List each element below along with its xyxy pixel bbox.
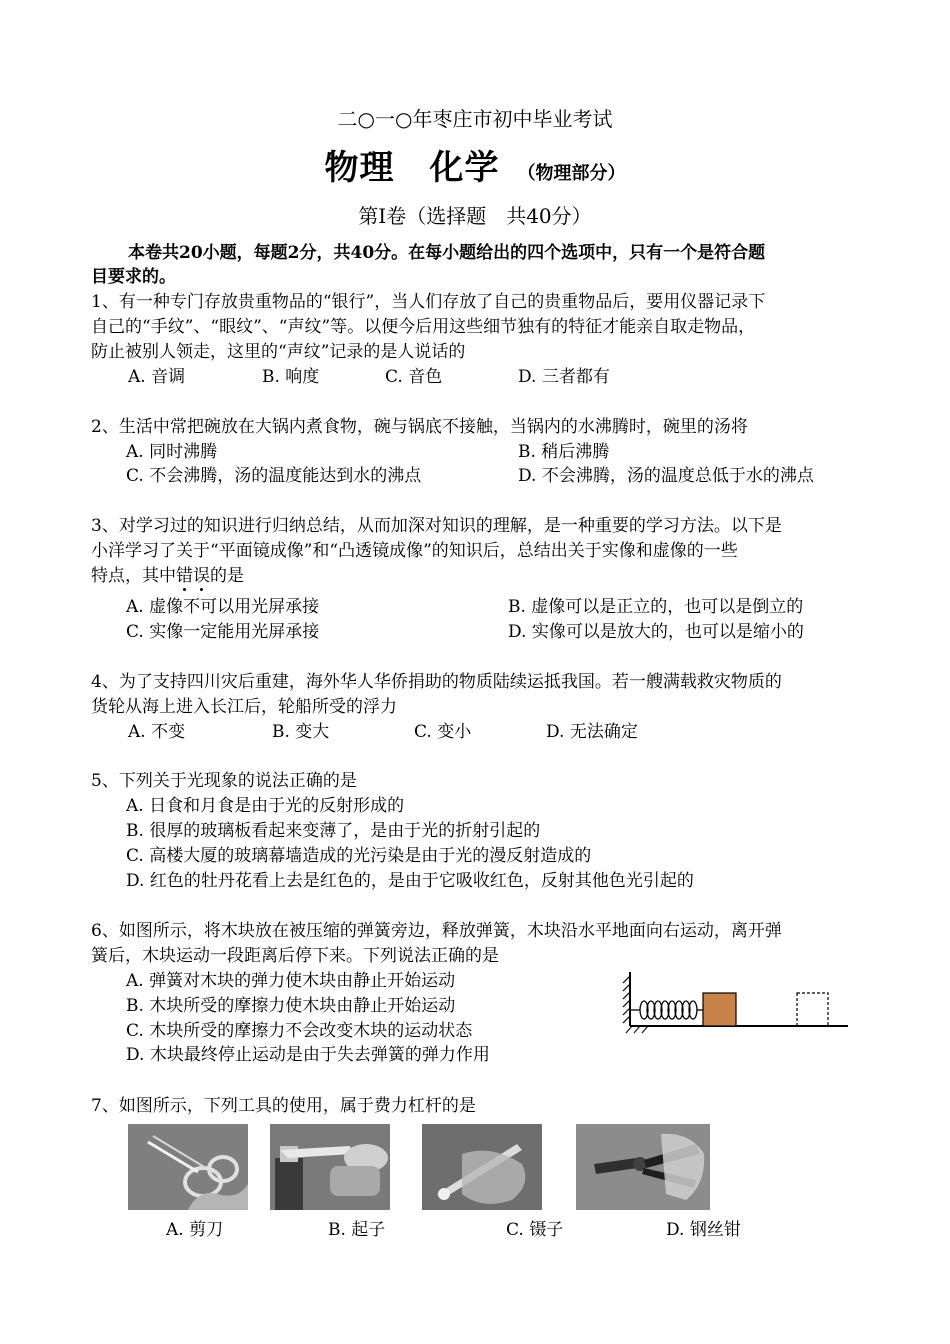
- question-6-option-a: A. 弹簧对木块的弹力使木块由静止开始运动: [126, 971, 456, 991]
- emphasis-mark-2: 误: [193, 566, 210, 586]
- scissors-photo: [128, 1124, 248, 1210]
- question-3-line-3-suffix: 的是: [210, 566, 244, 586]
- question-5-option-d: D. 红色的牡丹花看上去是红色的，是由于它吸收红色，反射其他色光引起的: [126, 871, 694, 891]
- instructions-line-1: 本卷共20小题，每题2分，共40分。在每小题给出的四个选项中，只有一个是符合题: [128, 243, 766, 263]
- bottle-opener-photo: [270, 1124, 390, 1210]
- wooden-block: [703, 993, 736, 1026]
- question-5-option-a: A. 日食和月食是由于光的反射形成的: [126, 796, 405, 816]
- question-4-line-1: 4、为了支持四川灾后重建，海外华人华侨捐助的物质陆续运抵我国。若一艘满载救灾物质的: [91, 672, 782, 692]
- question-3-line-2: 小洋学习了关于“平面镜成像”和“凸透镜成像”的知识后，总结出关于实像和虚像的一些: [91, 541, 738, 561]
- question-3-option-a: A. 虚像不可以用光屏承接: [126, 597, 320, 617]
- spring: [630, 1001, 703, 1019]
- question-7-option-d: D. 钢丝钳: [666, 1220, 741, 1240]
- question-2-option-b: B. 稍后沸腾: [518, 442, 610, 462]
- pliers-photo: [576, 1124, 710, 1210]
- question-5-option-c: C. 高楼大厦的玻璃幕墙造成的光污染是由于光的漫反射造成的: [126, 846, 592, 866]
- wall-hatching: [623, 976, 630, 1023]
- question-6-line-1: 6、如图所示，将木块放在被压缩的弹簧旁边，释放弹簧，木块沿水平地面向右运动，离开弹: [91, 921, 782, 941]
- question-7-option-c: C. 镊子: [506, 1220, 564, 1240]
- question-3-line-1: 3、对学习过的知识进行归纳总结，从而加深对知识的理解，是一种重要的学习方法。以下是: [91, 516, 782, 536]
- question-7-option-b: B. 起子: [328, 1220, 386, 1240]
- question-1-line-3: 防止被别人领走，这里的“声纹”记录的是人说话的: [91, 342, 466, 362]
- question-7-line-1: 7、如图所示，下列工具的使用，属于费力杠杆的是: [91, 1096, 476, 1116]
- question-7-option-a: A. 剪刀: [166, 1220, 224, 1240]
- question-2-line-1: 2、生活中常把碗放在大锅内煮食物，碗与锅底不接触，当锅内的水沸腾时，碗里的汤将: [91, 417, 748, 437]
- subject-note: （物理部分）: [517, 163, 626, 184]
- question-4-option-a: A. 不变: [128, 722, 186, 742]
- ground-hatching: [626, 1026, 648, 1033]
- question-3-line-3-prefix: 特点，其中: [91, 566, 176, 586]
- question-6-line-2: 簧后，木块运动一段距离后停下来。下列说法正确的是: [91, 946, 499, 966]
- question-3-option-b: B. 虚像可以是正立的，也可以是倒立的: [508, 597, 804, 617]
- question-5-option-b: B. 很厚的玻璃板看起来变薄了，是由于光的折射引起的: [126, 821, 541, 841]
- exam-title: 二○一○年枣庄市初中毕业考试: [337, 107, 613, 131]
- question-3-line-3: [91, 564, 244, 588]
- question-3-option-c: C. 实像一定能用光屏承接: [126, 622, 320, 642]
- question-6-option-b: B. 木块所受的摩擦力使木块由静止开始运动: [126, 996, 456, 1016]
- question-4-option-c: C. 变小: [414, 722, 472, 742]
- question-2-option-d: D. 不会沸腾，汤的温度总低于水的沸点: [518, 466, 814, 486]
- question-4-line-2: 货轮从海上进入长江后，轮船所受的浮力: [91, 697, 397, 717]
- tweezers-photo: [422, 1124, 542, 1210]
- spring-block-diagram: [620, 964, 852, 1036]
- volume-title: 第Ⅰ卷（选择题 共40分）: [358, 204, 592, 228]
- question-1-option-c: C. 音色: [385, 367, 443, 387]
- question-1-option-a: A. 音调: [128, 367, 186, 387]
- question-1-option-b: B. 响度: [262, 367, 320, 387]
- emphasis-mark-1: 错: [176, 566, 193, 586]
- question-6-option-d: D. 木块最终停止运动是由于失去弹簧的弹力作用: [126, 1045, 490, 1065]
- question-4-option-b: B. 变大: [272, 722, 330, 742]
- question-1-line-2: 自己的“手纹”、“眼纹”、“声纹”等。以便今后用这些细节独有的特征才能亲自取走物品，: [91, 317, 756, 337]
- block-final-position: [797, 993, 828, 1026]
- question-6-option-c: C. 木块所受的摩擦力不会改变木块的运动状态: [126, 1021, 473, 1041]
- subject-name: 物理 化学: [324, 148, 500, 188]
- question-2-option-a: A. 同时沸腾: [126, 442, 218, 462]
- question-2-option-c: C. 不会沸腾，汤的温度能达到水的沸点: [126, 466, 422, 486]
- subject-title: [0, 140, 950, 189]
- question-4-option-d: D. 无法确定: [546, 722, 638, 742]
- instructions-line-2: 目要求的。: [91, 267, 176, 287]
- question-1-option-d: D. 三者都有: [518, 367, 610, 387]
- question-1-line-1: 1、有一种专门存放贵重物品的“银行”，当人们存放了自己的贵重物品后，要用仪器记录下: [91, 292, 766, 312]
- question-3-option-d: D. 实像可以是放大的，也可以是缩小的: [508, 622, 804, 642]
- question-5-line-1: 5、下列关于光现象的说法正确的是: [91, 771, 357, 791]
